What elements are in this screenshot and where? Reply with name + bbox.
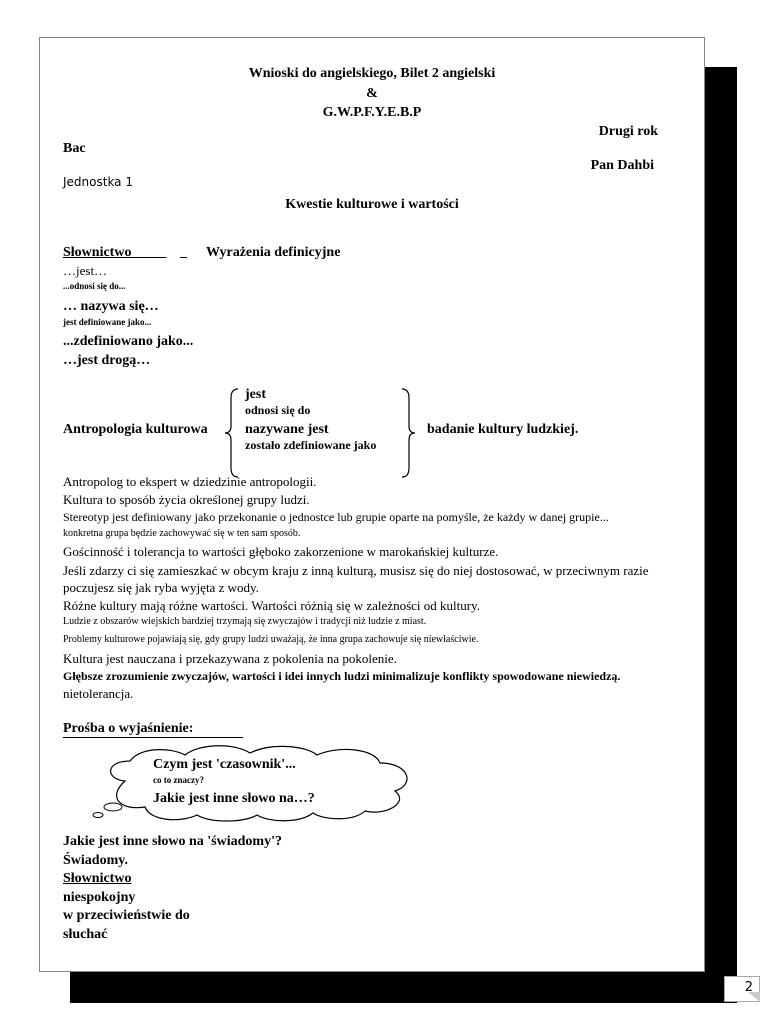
document-page	[39, 37, 705, 972]
vocab-item: słuchać	[63, 927, 108, 942]
teacher-name: Pan Dahbi	[590, 158, 654, 173]
vocab-list-heading: Słownictwo	[63, 871, 132, 886]
diagram-option: nazywane jest	[245, 422, 329, 437]
vocab-heading: Słownictwo	[63, 245, 132, 260]
level-label: Bac	[63, 141, 86, 156]
unit-label: Jednostka 1	[63, 175, 133, 189]
phrase: …jest…	[63, 263, 108, 278]
clarification-heading: Prośba o wyjaśnienie:	[63, 722, 243, 738]
sentence: nietolerancja.	[63, 686, 134, 701]
diagram-option: jest	[245, 387, 266, 402]
title-ampersand: &	[366, 86, 378, 101]
year-label: Drugi rok	[598, 124, 658, 139]
right-brace	[400, 388, 416, 478]
diagram-object: badanie kultury ludzkiej.	[427, 422, 579, 437]
cloud-text: Czym jest 'czasownik'...	[153, 757, 296, 772]
phrase: jest definiowane jako...	[63, 317, 152, 327]
answer-text: Świadomy.	[63, 853, 128, 868]
document-title: Wnioski do angielskiego, Bilet 2 angielski	[248, 66, 496, 81]
sentence: Głębsze zrozumienie zwyczajów, wartości i idei innych ludzi minimalizuje konflikty spowodowane niewiedzą.	[63, 669, 621, 683]
sentence: Stereotyp jest definiowany jako przekonanie o jednostce lub grupie oparte na pomyśle, że każdy w danej grupie...	[63, 510, 609, 524]
phrase: ...odnosi się do...	[63, 281, 126, 291]
diagram-option: odnosi się do	[245, 403, 311, 417]
sentence: konkretna grupa będzie zachowywać się w ten sam sposób.	[63, 528, 301, 539]
sentence: Jeśli zdarzy ci się zamieszkać w obcym kraju z inną kulturą, musisz się do niej dostosować, w przeciwnym razie	[63, 563, 649, 578]
definition-expressions-heading: Wyrażenia definicyjne	[206, 245, 341, 260]
thought-cloud	[85, 741, 435, 821]
diagram-option: zostało zdefiniowane jako	[245, 438, 377, 452]
question-text: Jakie jest inne słowo na 'świadomy'?	[63, 834, 282, 849]
vocab-item: niespokojny	[63, 890, 136, 905]
vocab-heading-underscore: _	[180, 245, 187, 260]
topic-heading: Kwestie kulturowe i wartości	[285, 197, 459, 212]
page-number: 2	[724, 976, 760, 1002]
left-brace	[224, 388, 240, 478]
title-code: G.W.P.F.Y.E.B.P	[322, 105, 422, 120]
sentence: Problemy kulturowe pojawiają się, gdy grupy ludzi uważają, że inna grupa zachowuje się niewłaściwie.	[63, 634, 479, 645]
sentence: Kultura jest nauczana i przekazywana z pokolenia na pokolenie.	[63, 651, 397, 666]
cloud-text: co to znaczy?	[153, 775, 204, 785]
sentence: poczujesz się jak ryba wyjęta z wody.	[63, 580, 259, 595]
phrase: …jest drogą…	[63, 353, 151, 368]
sentence: Gościnność i tolerancja to wartości głęboko zakorzenione w marokańskiej kulturze.	[63, 544, 499, 559]
sentence: Kultura to sposób życia określonej grupy ludzi.	[63, 492, 310, 507]
sentence: Różne kultury mają różne wartości. Wartości różnią się w zależności od kultury.	[63, 598, 480, 613]
phrase: ...zdefiniowano jako...	[63, 334, 194, 349]
sentence: Antropolog to ekspert w dziedzinie antropologii.	[63, 474, 317, 489]
cloud-text: Jakie jest inne słowo na…?	[153, 791, 315, 806]
page-curl-corner	[748, 992, 760, 1002]
vocab-item: w przeciwieństwie do	[63, 908, 190, 923]
diagram-subject: Antropologia kulturowa	[63, 422, 208, 437]
phrase: … nazywa się…	[63, 299, 159, 314]
sentence: Ludzie z obszarów wiejskich bardziej trzymają się zwyczajów i tradycji niż ludzie z miast.	[63, 616, 427, 627]
